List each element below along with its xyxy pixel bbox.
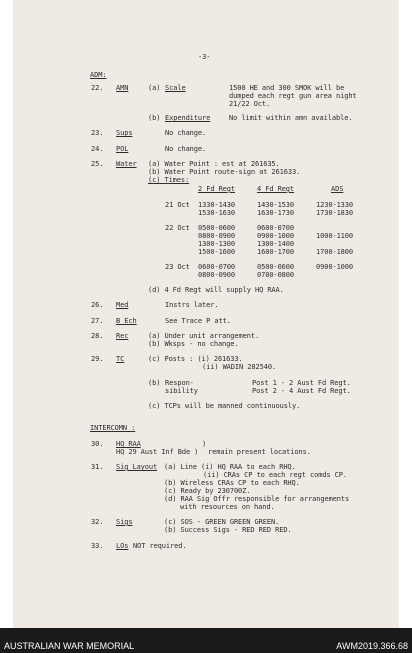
water-table-cell: 0800-0900 — [198, 232, 236, 240]
water-table-cell: 1530-1630 — [198, 209, 236, 217]
para-32-b: (b) Success Sigs - RED RED RED. — [164, 526, 292, 534]
para-24-number: 24. — [91, 145, 104, 153]
para-29-label: TC — [116, 355, 125, 363]
para-30-label: HQ RAA — [116, 440, 141, 448]
para-29-b-line1: Post 1 - 2 Aust Fd Regt. — [252, 379, 351, 387]
para-26-label: Med — [116, 301, 129, 309]
para-22-b-text: No limit within amn available. — [229, 114, 353, 122]
water-table-cell: 1000-1100 — [316, 232, 354, 240]
para-22-label: AMN — [116, 84, 129, 92]
water-table-cell: 0600-0700 — [257, 224, 295, 232]
water-table-cell: 1600-1700 — [257, 248, 295, 256]
para-31-line: (ii) CRAs CP to each regt comds CP. — [203, 471, 348, 479]
para-22-a-marker: (a) — [148, 84, 161, 92]
para-25-number: 25. — [91, 160, 104, 168]
water-table-cell: 1500-1600 — [198, 248, 236, 256]
water-table-cell: 1430-1530 — [257, 201, 295, 209]
para-29-a-ii: (ii) WADIN 282540. — [202, 363, 277, 371]
para-25-a: (a) Water Point : est at 261635. — [148, 160, 280, 168]
water-table-cell: 1730-1830 — [316, 209, 354, 217]
para-29-b-label-line2: sibility — [165, 387, 198, 395]
para-27-label: B Ech — [116, 317, 137, 325]
para-23-text: No change. — [165, 129, 207, 137]
water-table-cell: 1700-1800 — [316, 248, 354, 256]
para-29-b-line2: Post 2 - 4 Aust Fd Regt. — [252, 387, 351, 395]
water-table-cell: 1630-1730 — [257, 209, 295, 217]
para-31-line: (b) Wireless CRAs CP to each RHQ. — [164, 479, 300, 487]
water-table-cell: 0500-0600 — [257, 263, 295, 271]
para-22-a-line1: 1500 HE and 300 SMOK will be — [229, 84, 345, 92]
water-table-cell: 0600-0700 — [198, 263, 236, 271]
para-32-number: 32. — [91, 518, 104, 526]
para-23-label: Sups — [116, 129, 133, 137]
para-29-b-label-line1: Respon- — [165, 379, 194, 387]
para-32-a: (c) SOS - GREEN GREEN GREEN. — [164, 518, 280, 526]
page-number: -3- — [198, 53, 211, 61]
water-table-cell: 0500-0600 — [198, 224, 236, 232]
para-27-text: See Trace P att. — [165, 317, 231, 325]
para-33-label: LOs — [116, 542, 129, 550]
para-31-line: (c) Ready by 230700Z. — [164, 487, 251, 495]
para-26-text: Instrs later. — [165, 301, 219, 309]
para-24-text: No change. — [165, 145, 207, 153]
para-28-label: Rec — [116, 332, 129, 340]
para-29-number: 29. — [91, 355, 104, 363]
water-table-cell: 0900-1000 — [316, 263, 354, 271]
para-32-label: Sigs — [116, 518, 133, 526]
para-30-line2: HQ 29 Aust Inf Bde ) — [116, 448, 199, 456]
para-31-number: 31. — [91, 463, 104, 471]
para-30-brace: ) — [202, 440, 207, 448]
para-22-a-label: Scale — [165, 84, 186, 92]
water-table-header-2-fd-regt: 2 Fd Regt — [198, 185, 236, 193]
section-heading-adm: ADM: — [90, 71, 107, 79]
section-heading-intercomn: INTERCOMN : — [90, 424, 136, 432]
para-33-number: 33. — [91, 542, 104, 550]
para-33-text: NOT required. — [133, 542, 187, 550]
para-28-number: 28. — [91, 332, 104, 340]
para-31-label: Sig Layout — [116, 463, 158, 471]
para-22-a-line3: 21/22 Oct. — [229, 100, 271, 108]
para-25-label: Water — [116, 160, 137, 168]
para-22-b-label: Expenditure — [165, 114, 211, 122]
water-table-cell: 1330-1430 — [198, 201, 236, 209]
water-table-cell: 1300-1400 — [257, 240, 295, 248]
para-28-b: (b) Wksps - no change. — [148, 340, 239, 348]
water-table-cell: 0900-1000 — [257, 232, 295, 240]
footer-accession-number: AWM2019.366.68 — [336, 641, 408, 651]
water-table-date: 21 Oct — [165, 201, 190, 209]
para-30-text: remain present locations. — [208, 448, 311, 456]
para-22-a-line2: dumped each regt gun area night — [229, 92, 357, 100]
para-23-number: 23. — [91, 129, 104, 137]
para-22-b-marker: (b) — [148, 114, 161, 122]
para-29-b-marker: (b) — [148, 379, 161, 387]
water-table-header-ads: ADS — [331, 185, 344, 193]
para-30-number: 30. — [91, 440, 104, 448]
water-table-cell: 1300-1300 — [198, 240, 236, 248]
water-table-cell: 0700-0800 — [257, 271, 295, 279]
para-29-a: (c) Posts : (i) 261633. — [148, 355, 243, 363]
para-31-line: with resources on hand. — [180, 503, 275, 511]
para-27-number: 27. — [91, 317, 104, 325]
water-table-header-4-fd-regt: 4 Fd Regt — [257, 185, 295, 193]
para-28-a: (a) Under unit arrangement. — [148, 332, 260, 340]
para-25-c: (c) Times: — [148, 176, 190, 184]
para-26-number: 26. — [91, 301, 104, 309]
water-table-cell: 1230-1330 — [316, 201, 354, 209]
para-31-line: (d) RAA Sig Offr responsible for arrangements — [164, 495, 350, 503]
footer-institution: AUSTRALIAN WAR MEMORIAL — [4, 641, 135, 651]
para-24-label: POL — [116, 145, 129, 153]
footer-bar — [0, 628, 412, 653]
water-table-cell: 0800-0900 — [198, 271, 236, 279]
para-31-line: (a) Line (i) HQ RAA to each RHQ. — [164, 463, 296, 471]
para-25-b: (b) Water Point route-sign at 261633. — [148, 168, 301, 176]
water-table-date: 22 Oct — [165, 224, 190, 232]
para-25-d: (d) 4 Fd Regt will supply HQ RAA. — [148, 286, 284, 294]
para-22-number: 22. — [91, 84, 104, 92]
para-29-c: (c) TCPs will be manned continuously. — [148, 402, 301, 410]
water-table-date: 23 Oct — [165, 263, 190, 271]
